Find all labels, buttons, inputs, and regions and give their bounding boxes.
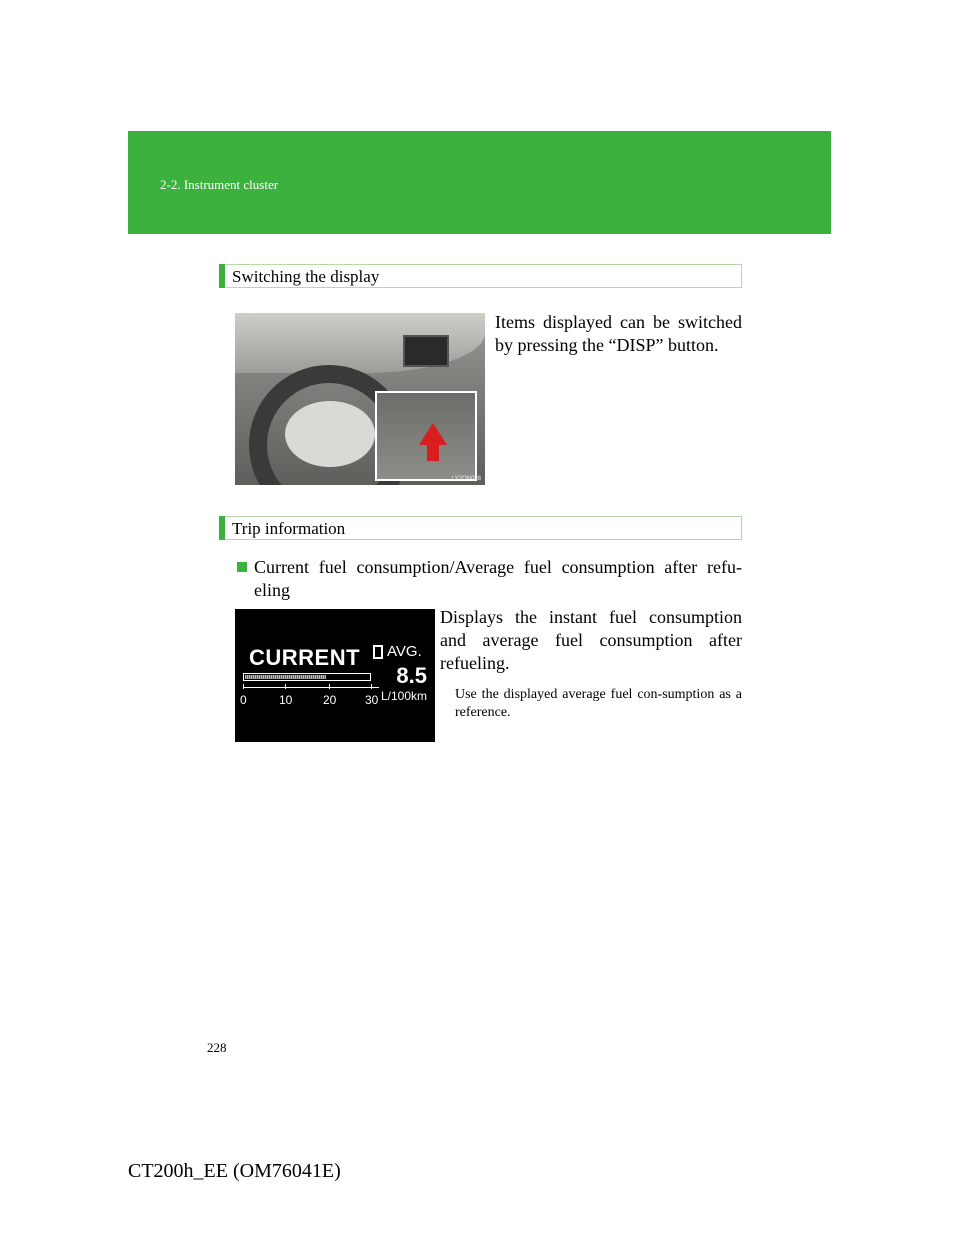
section-heading-trip (219, 516, 742, 540)
current-consumption-fill (245, 675, 326, 679)
scale-label: 30 (365, 693, 379, 707)
steering-wheel-photo (235, 313, 485, 485)
document-code: CT200h_EE (OM76041E) (128, 1160, 341, 1182)
scale-label: 20 (323, 693, 337, 707)
scale-tick (243, 684, 244, 689)
bullet-text: Current fuel consumption/Average fuel consumption after refu-eling (254, 557, 742, 600)
switching-text: Items displayed can be switched by pressing the “DISP” button. (495, 312, 742, 355)
trip-text: Displays the instant fuel consumption and average fuel consumption after refueling. (440, 607, 742, 673)
note-text: Use the displayed average fuel con-sumption as a reference. (455, 687, 742, 720)
unit-label: L/100km (381, 689, 428, 703)
current-consumption-bar (243, 673, 371, 681)
section-title-trip: Trip information (232, 519, 346, 538)
arrow-icon (419, 423, 447, 445)
scale-line (243, 687, 379, 694)
display-mode-label: CURRENT (249, 645, 361, 670)
scale-tick (371, 684, 372, 689)
scale-tick (329, 684, 330, 689)
scale-label: 0 (240, 693, 247, 707)
section-title-switching: Switching the display (232, 267, 380, 286)
section-heading-switching (219, 264, 742, 288)
disp-button-inset (375, 391, 477, 481)
arrow-stem (427, 443, 439, 461)
heading-accent-bar (219, 264, 225, 288)
heading-accent-bar (219, 516, 225, 540)
scale-label: 10 (279, 693, 293, 707)
photo-code: LY2ON036 (451, 476, 481, 482)
avg-value: 8.5 (396, 663, 427, 688)
scale-tick (285, 684, 286, 689)
avg-label: AVG. (387, 643, 422, 660)
fuel-display-screen (235, 609, 435, 742)
center-screen (403, 335, 449, 367)
steering-wheel-hub (285, 401, 375, 467)
fuel-pump-icon (373, 645, 383, 659)
square-bullet-icon (237, 562, 247, 572)
page-number: 228 (207, 1040, 227, 1055)
chapter-header-band (128, 131, 831, 234)
chapter-title: 2-2. Instrument cluster (160, 177, 279, 192)
